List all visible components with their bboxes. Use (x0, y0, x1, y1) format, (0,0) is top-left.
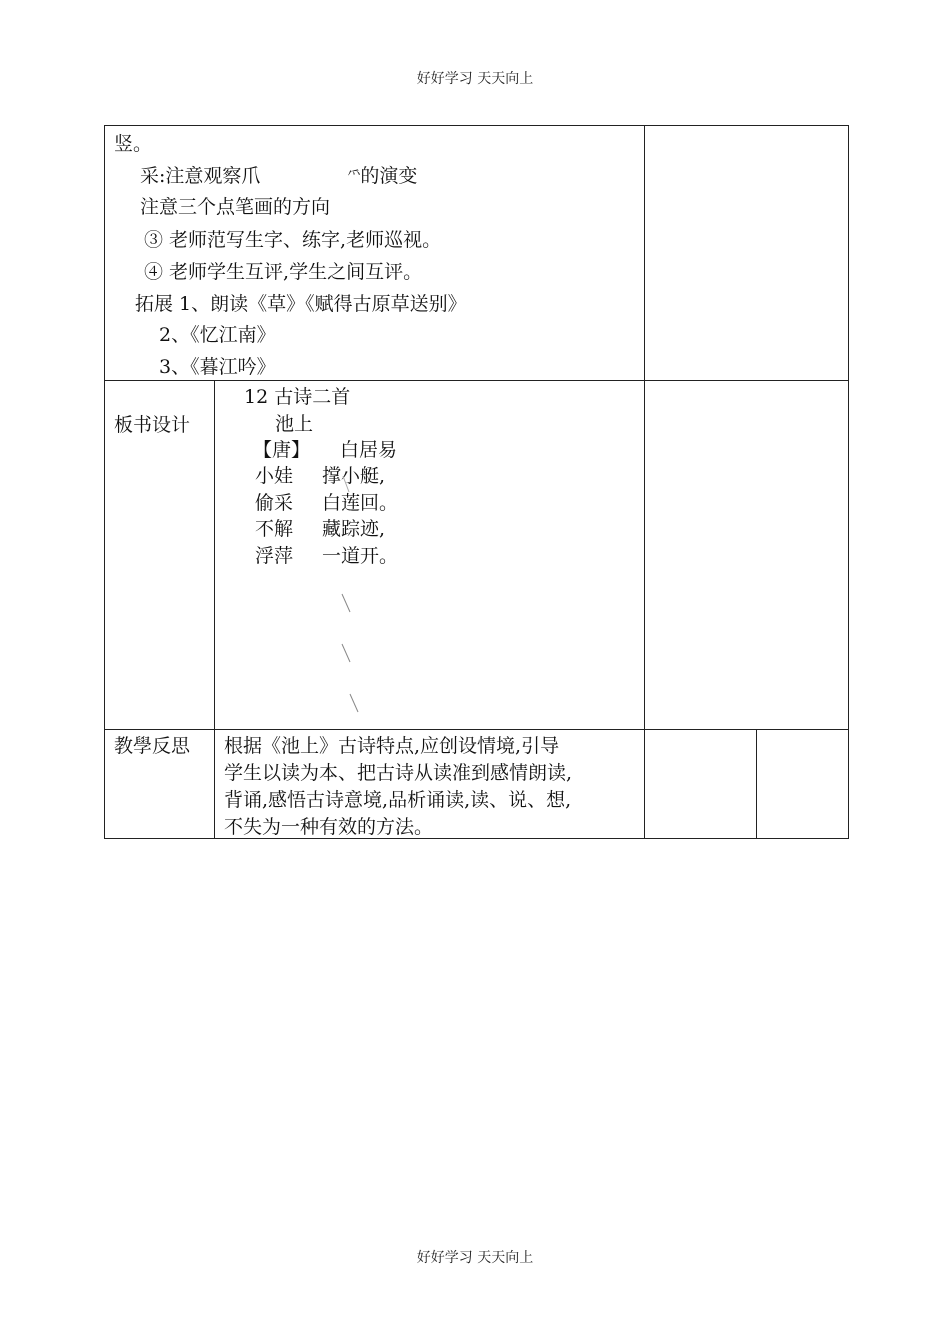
board-title: 12 古诗二首 (244, 386, 351, 408)
poem-line-3-b: 藏踪迹, (322, 518, 386, 540)
poem-line-2-a: 偷采 (255, 492, 294, 514)
slash-mark-4 (350, 694, 358, 712)
poem-author: 白居易 (340, 439, 398, 461)
board-slash-marks (335, 460, 365, 720)
reflection-line-4: 不失为一种有效的方法。 (224, 816, 434, 838)
table-border-label-col (214, 380, 215, 839)
reflection-line-3: 背诵,感悟古诗意境,品析诵读,读、说、想, (224, 789, 572, 811)
slash-mark-2 (342, 594, 350, 612)
poem-line-1-b: 撑小艇, (322, 465, 386, 487)
page-header: 好好学习 天天向上 (416, 71, 534, 87)
reflection-line-1: 根据《池上》古诗特点,应创设情境,引导 (224, 735, 560, 757)
table-border-top (104, 125, 849, 126)
reflection-line-2: 学生以读为本、把古诗从读准到感情朗读, (224, 762, 573, 784)
poem-line-2-b: 白莲回。 (322, 492, 399, 514)
cai-radical-glyph: ⺤ (347, 167, 361, 182)
step-cai-glyph (260, 164, 360, 186)
step-dots: 注意三个点笔画的方向 (140, 196, 331, 218)
poem-line-1-a: 小娃 (255, 465, 294, 487)
table-border-reflect-split (756, 729, 757, 839)
step-cai-suffix: 的演变 (360, 165, 418, 187)
table-border-bottom (104, 838, 849, 839)
poem-line-4-a: 浮萍 (255, 545, 294, 567)
poem-line-4-b: 一道开。 (322, 545, 399, 567)
extension-3: 3、《暮江吟》 (159, 356, 276, 378)
step-shu: 竖。 (114, 133, 153, 155)
extension-1: 拓展 1、朗读《草》《赋得古原草送别》 (135, 293, 467, 315)
step-cai-prefix: 采:注意观察爪 (140, 165, 261, 187)
table-border-row1 (104, 380, 849, 381)
poem-title: 池上 (275, 413, 314, 435)
page-footer: 好好学习 天天向上 (416, 1250, 534, 1266)
table-border-left (104, 125, 105, 839)
step-3: ③ 老师范写生字、练字,老师巡视。 (144, 229, 442, 251)
poem-dynasty: 【唐】 (253, 439, 311, 461)
table-border-row2 (104, 729, 849, 730)
slash-mark-1 (343, 476, 349, 492)
poem-line-3-a: 不解 (255, 518, 294, 540)
table-border-right (848, 125, 849, 839)
step-cai (140, 164, 417, 187)
reflection-label: 教學反思 (114, 735, 191, 757)
board-label: 板书设计 (114, 414, 191, 436)
slash-mark-3 (342, 644, 350, 662)
table-border-main-col (644, 125, 645, 839)
extension-2: 2、《忆江南》 (159, 324, 276, 346)
step-4: ④ 老师学生互评,学生之间互评。 (144, 261, 423, 283)
